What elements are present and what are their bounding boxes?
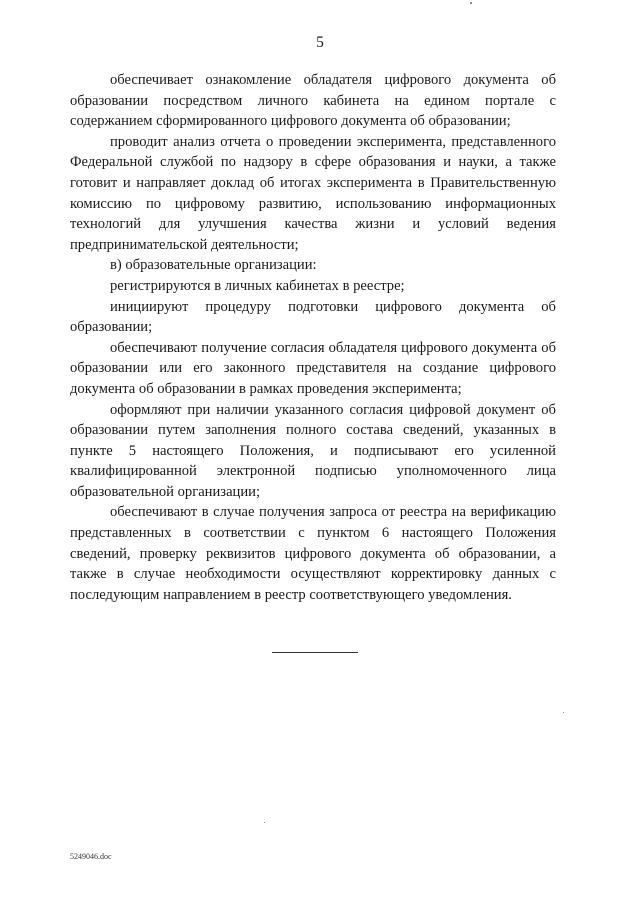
page-number: 5 <box>316 34 324 51</box>
footer-file-code: 5249046.doc <box>70 852 112 861</box>
scan-speck <box>470 2 472 4</box>
paragraph: обеспечивают в случае получения запроса от реестра на верификацию представленных в соответствии с пунктом 6 настоящего Положения сведений, проверку реквизитов цифрового документа об образовании, а также в случае необходимости осуществляют корректировку данных с последующим направлением в реестр соответствующего уведомления. <box>70 504 556 603</box>
paragraph: в) образовательные организации: <box>110 257 317 274</box>
paragraph: проводит анализ отчета о проведении эксперимента, представленного Федеральной службой по надзору в сфере образования и науки, а также готовит и направляет доклад об итогах эксперимента в Правительственную комиссию по цифровому развитию, использованию информационных технологий для улучшения качества жизни и условий ведения предпринимательской деятельности; <box>70 133 556 253</box>
paragraph: инициируют процедуру подготовки цифрового документа об образовании; <box>70 298 556 336</box>
paragraph: обеспечивают получение согласия обладателя цифрового документа об образовании или его законного представителя на создание цифрового документа об образовании в рамках проведения эксперимента; <box>70 339 556 397</box>
scan-speck <box>264 822 265 823</box>
paragraph: обеспечивает ознакомление обладателя цифрового документа об образовании посредством личного кабинета на едином портале с содержанием сформированного цифрового документа об образовании; <box>70 72 556 130</box>
document-body <box>70 70 556 605</box>
scan-speck <box>563 712 564 713</box>
paragraph: регистрируются в личных кабинетах в реестре; <box>110 277 405 294</box>
end-of-document-rule <box>272 652 358 653</box>
paragraph: оформляют при наличии указанного согласия цифровой документ об образовании путем заполнения полного состава сведений, указанных в пункте 5 настоящего Положения, и подписывают его усиленной квалифицированной электронной подписью уполномоченного лица образовательной организации; <box>70 401 556 500</box>
